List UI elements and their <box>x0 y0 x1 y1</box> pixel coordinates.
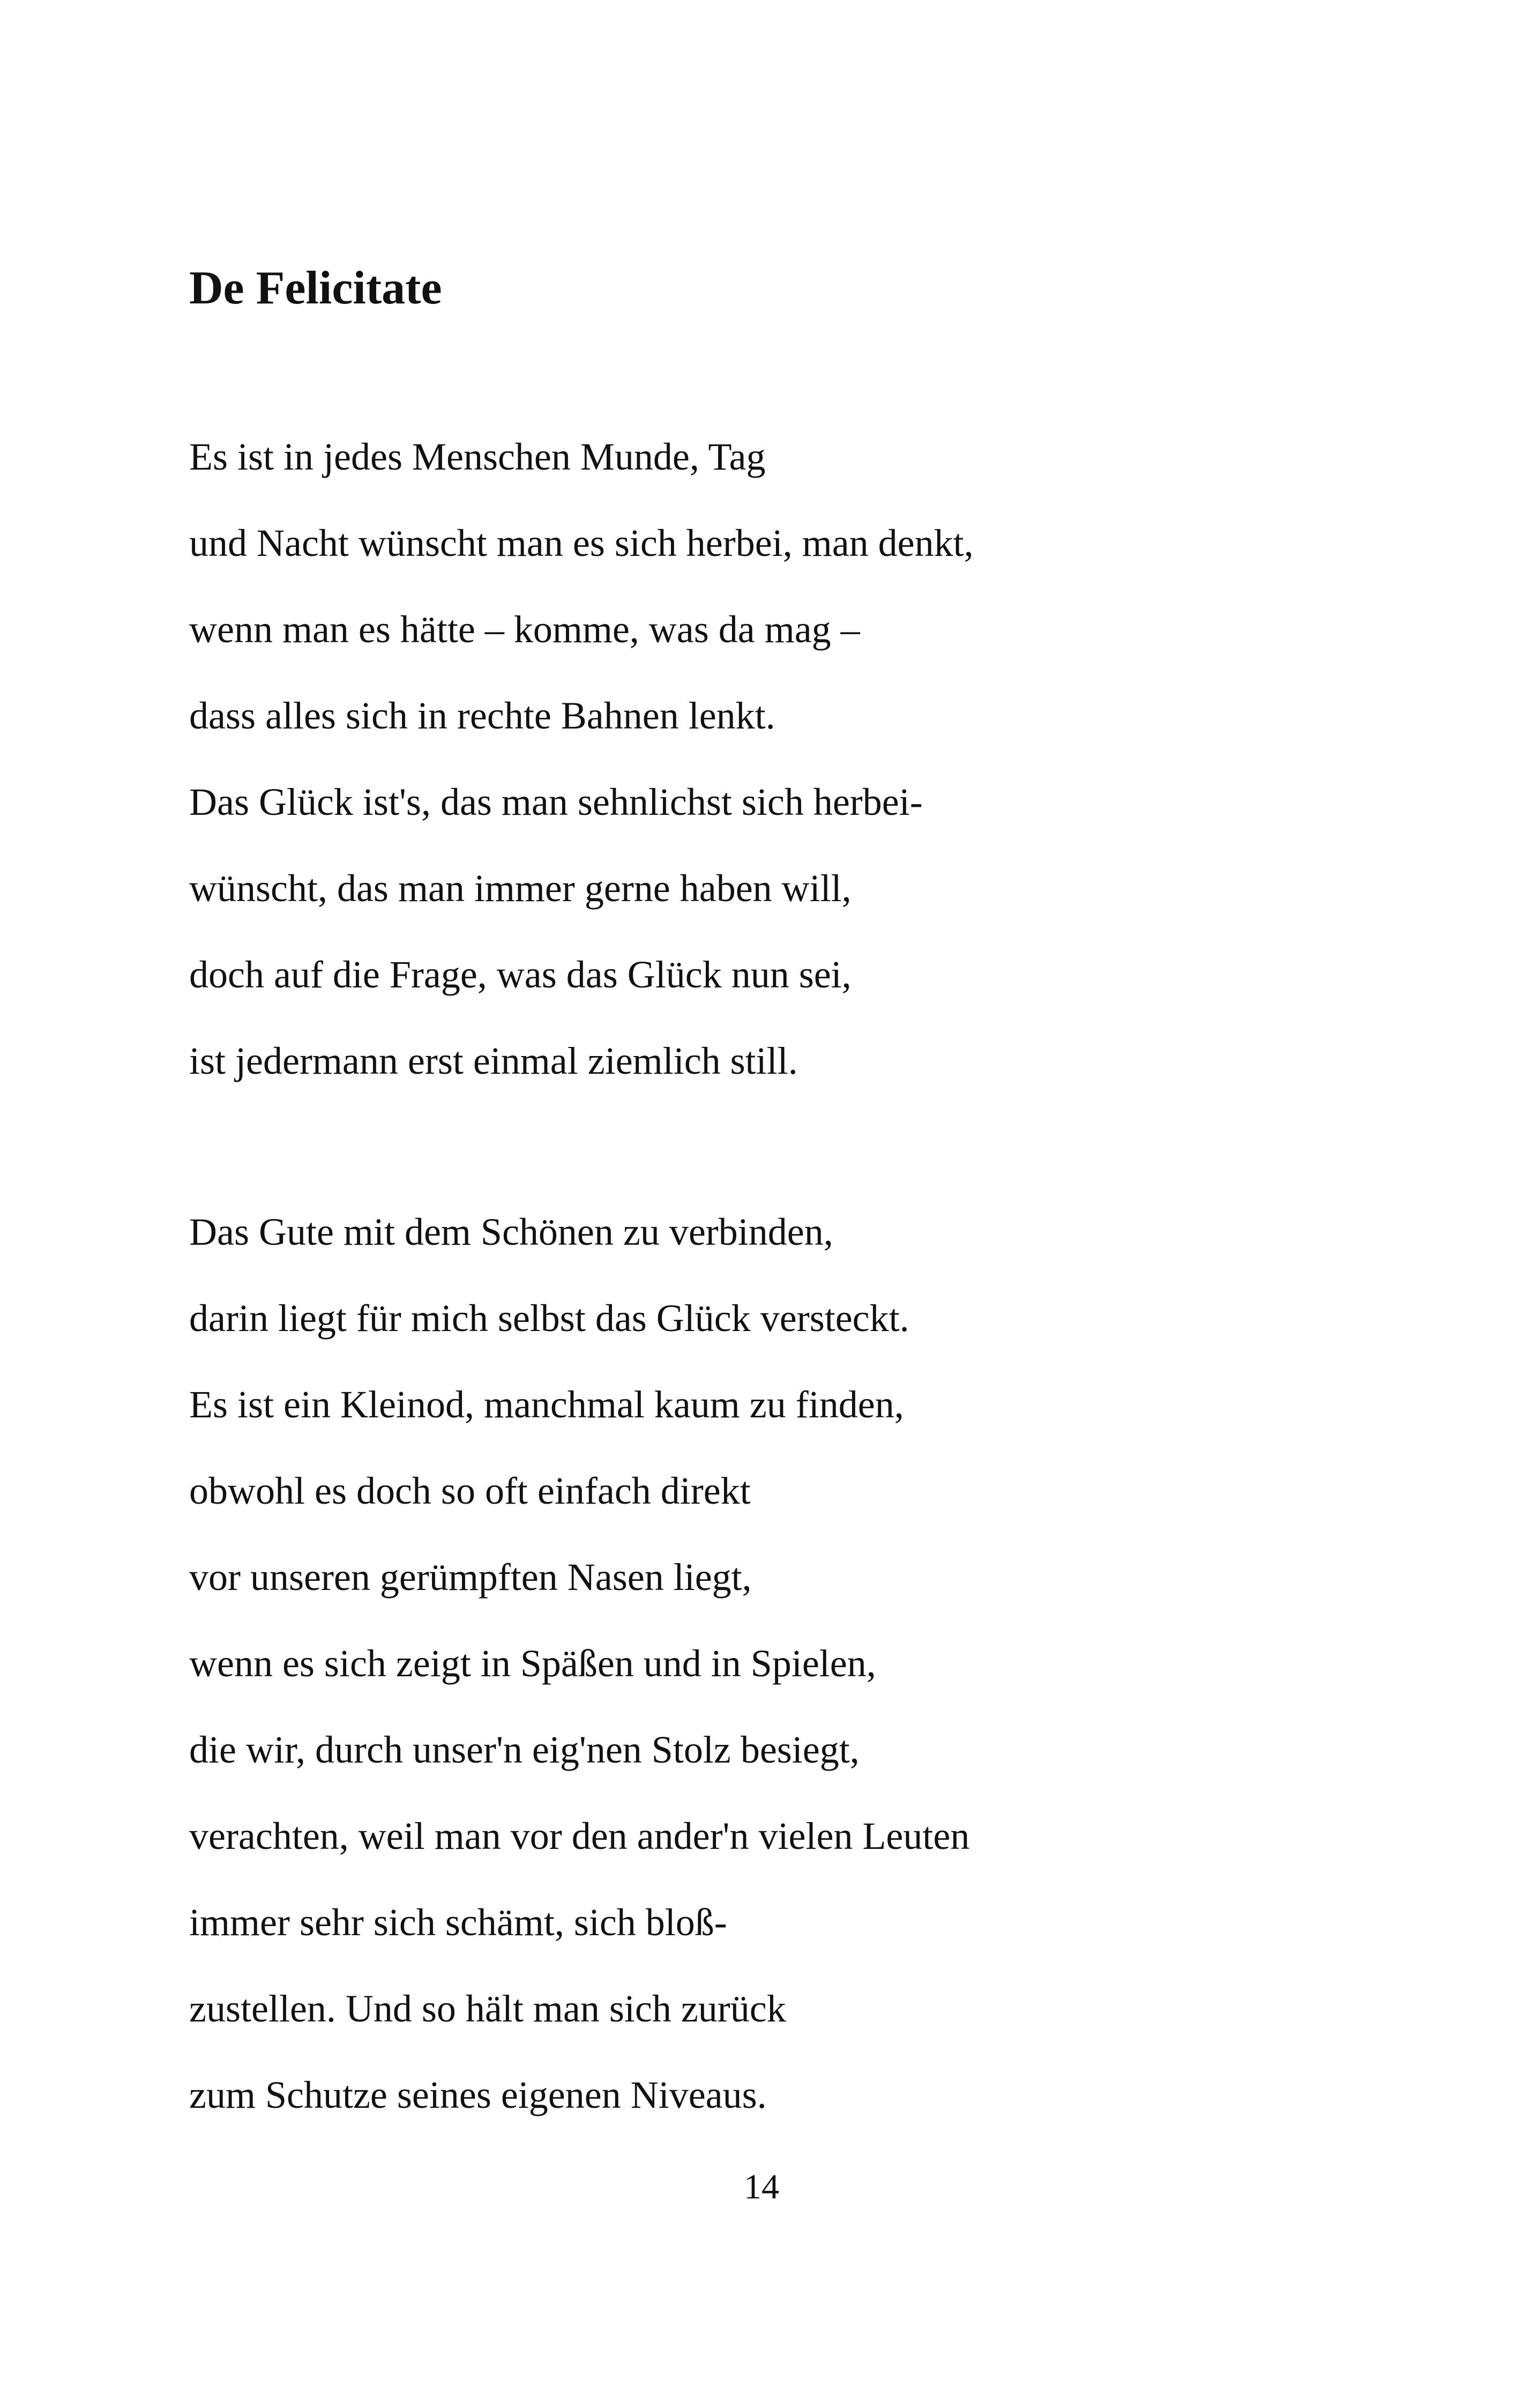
stanza-2 <box>189 1200 969 2149</box>
poem-line: die wir, durch unser'n eig'nen Stolz besiegt, <box>189 1728 860 1771</box>
poem-line: darin liegt für mich selbst das Glück versteckt. <box>189 1297 909 1340</box>
poem-line: zum Schutze seines eigenen Niveaus. <box>189 2073 767 2116</box>
poem-line: Das Gute mit dem Schönen zu verbinden, <box>189 1210 833 1253</box>
poem-title: De Felicitate <box>189 262 442 314</box>
poem-line: dass alles sich in rechte Bahnen lenkt. <box>189 694 775 737</box>
poem-line: wenn es sich zeigt in Späßen und in Spielen, <box>189 1642 876 1685</box>
poem-line: zustellen. Und so hält man sich zurück <box>189 1987 786 2030</box>
poem-line: immer sehr sich schämt, sich bloß- <box>189 1901 727 1944</box>
poem-line: wenn man es hätte – komme, was da mag – <box>189 608 860 651</box>
page-number: 14 <box>744 2167 779 2206</box>
poem-line: obwohl es doch so oft einfach direkt <box>189 1469 751 1512</box>
poem-line: doch auf die Frage, was das Glück nun sei, <box>189 953 852 996</box>
poem-line: verachten, weil man vor den ander'n vielen Leuten <box>189 1815 970 1857</box>
poem-line: wünscht, das man immer gerne haben will, <box>189 867 852 910</box>
stanza-1 <box>189 425 974 1115</box>
poem-line: Das Glück ist's, das man sehnlichst sich herbei- <box>189 781 923 823</box>
poem-line: und Nacht wünscht man es sich herbei, man denkt, <box>189 522 974 564</box>
poem-line: Es ist ein Kleinod, manchmal kaum zu finden, <box>189 1383 904 1426</box>
poem-line: vor unseren gerümpften Nasen liegt, <box>189 1556 752 1599</box>
poem-line: ist jedermann erst einmal ziemlich still. <box>189 1039 798 1082</box>
poem-line: Es ist in jedes Menschen Munde, Tag <box>189 435 766 478</box>
